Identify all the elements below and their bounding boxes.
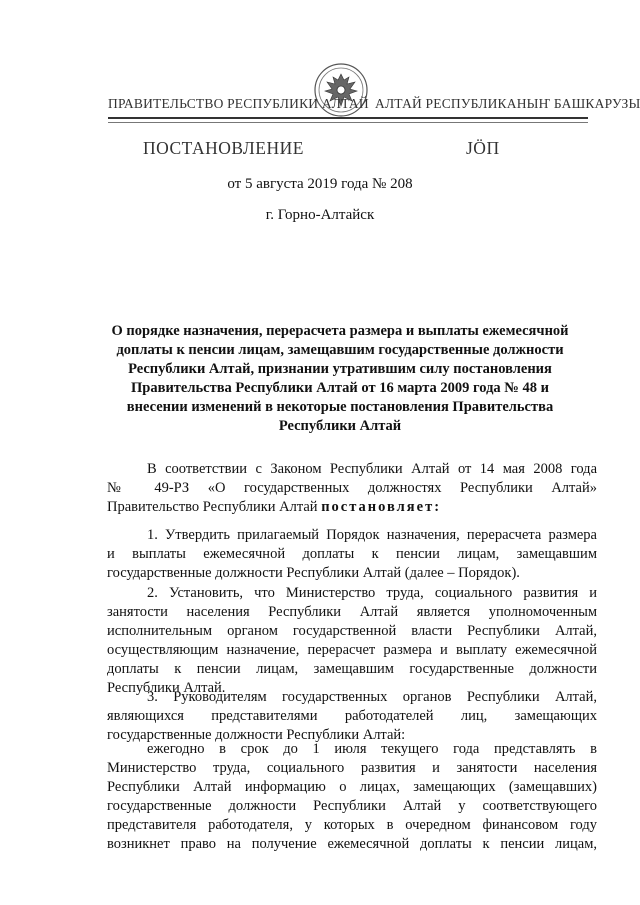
item-line: исполнительным органом государственной власти Республики Алтай, bbox=[107, 623, 597, 639]
government-name-altai: АЛТАЙ РЕСПУБЛИКАНЫҤ БАШКАРУЗЫ bbox=[375, 96, 640, 111]
title-line: доплаты к пенсии лицам, замещавшим государственные должности bbox=[116, 342, 564, 358]
item-line: ежегодно в срок до 1 июля текущего года представлять в bbox=[147, 741, 597, 757]
item-line: государственные должности Республики Алтай у соответствующего bbox=[107, 798, 597, 814]
title-line: внесении изменений в некоторые постановления Правительства bbox=[126, 399, 554, 415]
item-line: возникнет право на получение ежемесячной доплаты к пенсии лицам, bbox=[107, 836, 597, 852]
item-line: Республики Алтай. bbox=[107, 680, 226, 696]
item-line: государственные должности Республики Алтай: bbox=[107, 727, 406, 743]
preamble-line: В соответствии с Законом Республики Алтай от 14 мая 2008 года bbox=[147, 461, 597, 477]
item-line: осуществляющим назначение, перерасчет размера и выплату ежемесячной bbox=[107, 642, 597, 658]
item-line: Республики Алтай информацию о лицах, замещающих (замещавших) bbox=[107, 779, 597, 795]
preamble-line bbox=[107, 498, 597, 517]
resolution-heading: ПОСТАНОВЛЕНИЕ bbox=[143, 138, 304, 158]
item-line: представителя работодателя, у которых в очередном финансовом году bbox=[107, 817, 597, 833]
resolution-heading-altai: ЈӦП bbox=[466, 138, 500, 158]
preamble-line: № 49-РЗ «О государственных должностях Республики Алтай» bbox=[107, 480, 597, 496]
item-line: 3. Руководителям государственных органов Республики Алтай, bbox=[147, 689, 597, 705]
item-line: 1. Утвердить прилагаемый Порядок назначения, перерасчета размера bbox=[147, 527, 597, 543]
item-1 bbox=[107, 526, 597, 583]
preamble-text: Правительство Республики Алтай bbox=[107, 499, 318, 515]
preamble bbox=[107, 460, 597, 517]
title-line: Республики Алтай bbox=[278, 418, 402, 434]
item-2 bbox=[107, 584, 597, 698]
item-line: и выплаты ежемесячной доплаты к пенсии лицам, замещавшим bbox=[107, 546, 597, 562]
title-line: Республики Алтай, признании утратившим силу постановления bbox=[128, 361, 552, 377]
title-line: О порядке назначения, перерасчета размера и выплаты ежемесячной bbox=[111, 323, 569, 339]
government-name: ПРАВИТЕЛЬСТВО РЕСПУБЛИКИ АЛТАЙ bbox=[108, 96, 369, 111]
item-line: доплаты к пенсии лицам, замещавшим государственные должности bbox=[107, 661, 597, 677]
document-city: г. Горно-Алтайск bbox=[265, 207, 375, 223]
item-line: Министерство труда, социального развития и занятости населения bbox=[107, 760, 597, 776]
item-3 bbox=[107, 688, 597, 745]
header-rule-thin bbox=[108, 122, 588, 123]
document-title bbox=[105, 322, 575, 436]
document-date: от 5 августа 2019 года № 208 bbox=[227, 176, 413, 192]
item-line: занятости населения Республики Алтай является уполномоченным bbox=[107, 604, 597, 620]
title-line: Правительства Республики Алтай от 16 марта 2009 года № 48 и bbox=[131, 380, 549, 396]
item-line: 2. Установить, что Министерство труда, социального развития и bbox=[147, 585, 597, 601]
item-line: государственные должности Республики Алтай (далее – Порядок). bbox=[107, 565, 520, 581]
item-3-subclause bbox=[107, 740, 597, 854]
item-line: являющихся представителями работодателей лиц, замещающих bbox=[107, 708, 597, 724]
header-rule bbox=[108, 117, 588, 119]
decree-keyword: постановляет: bbox=[321, 499, 442, 515]
